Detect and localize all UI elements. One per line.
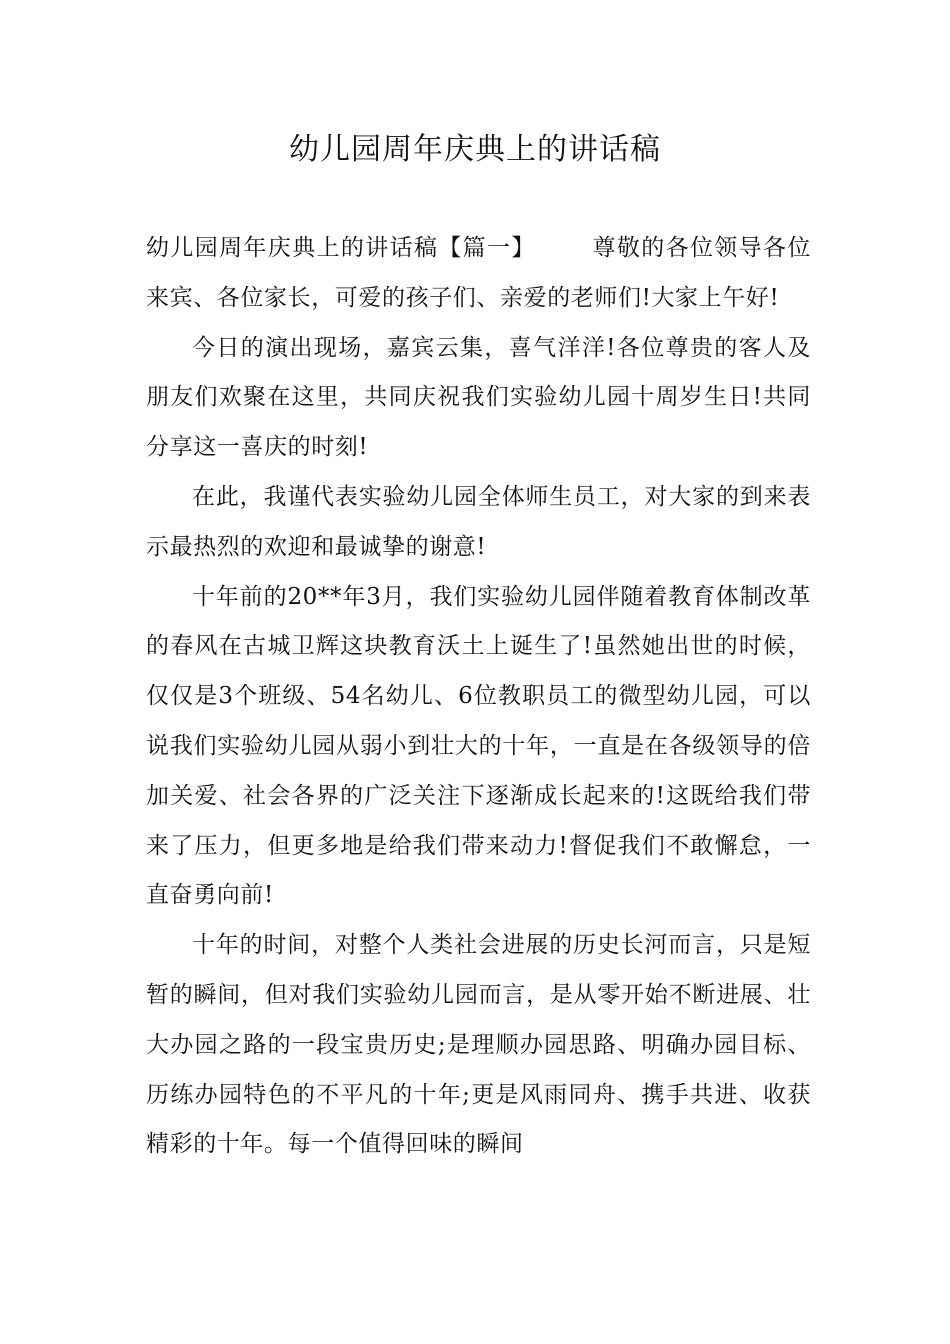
body-paragraph-2: 在此，我谨代表实验幼儿园全体师生员工，对大家的到来表示最热烈的欢迎和最诚挚的谢意! bbox=[146, 483, 811, 560]
section-heading: 幼儿园周年庆典上的讲话稿【篇一】 bbox=[146, 235, 536, 261]
body-paragraph-4: 十年的时间，对整个人类社会进展的历史长河而言，只是短暂的瞬间，但对我们实验幼儿园而言，是从零开始不断进展、壮大办园之路的一段宝贵历史;是理顺办园思路、明确办园目标、历练办园特色的不平凡的十年;更是风雨同舟、携手共进、收获精彩的十年。每一个值得回味的瞬间 bbox=[146, 932, 811, 1158]
body-paragraph-1: 今日的演出现场，嘉宾云集，喜气洋洋!各位尊贵的客人及朋友们欢聚在这里，共同庆祝我们实验幼儿园十周岁生日!共同分享这一喜庆的时刻! bbox=[146, 334, 811, 461]
page-title: 幼儿园周年庆典上的讲话稿 bbox=[289, 132, 661, 167]
intro-paragraph bbox=[146, 224, 811, 324]
greeting-text: 尊敬的各位领导各位来宾、各位家长，可爱的孩子们、亲爱的老师们!大家上午好! bbox=[146, 235, 811, 311]
body-paragraph-3: 十年前的20**年3月，我们实验幼儿园伴随着教育体制改革的春风在古城卫辉这块教育沃土上诞生了!虽然她出世的时候，仅仅是3个班级、54名幼儿、6位教职员工的微型幼儿园，可以说我们实验幼儿园从弱小到壮大的十年，一直是在各级领导的倍加关爱、社会各界的广泛关注下逐渐成长起来的!这既给我们带来了压力，但更多地是给我们带来动力!督促我们不敢懈怠，一直奋勇向前! bbox=[146, 583, 811, 909]
document-body bbox=[146, 224, 811, 1170]
